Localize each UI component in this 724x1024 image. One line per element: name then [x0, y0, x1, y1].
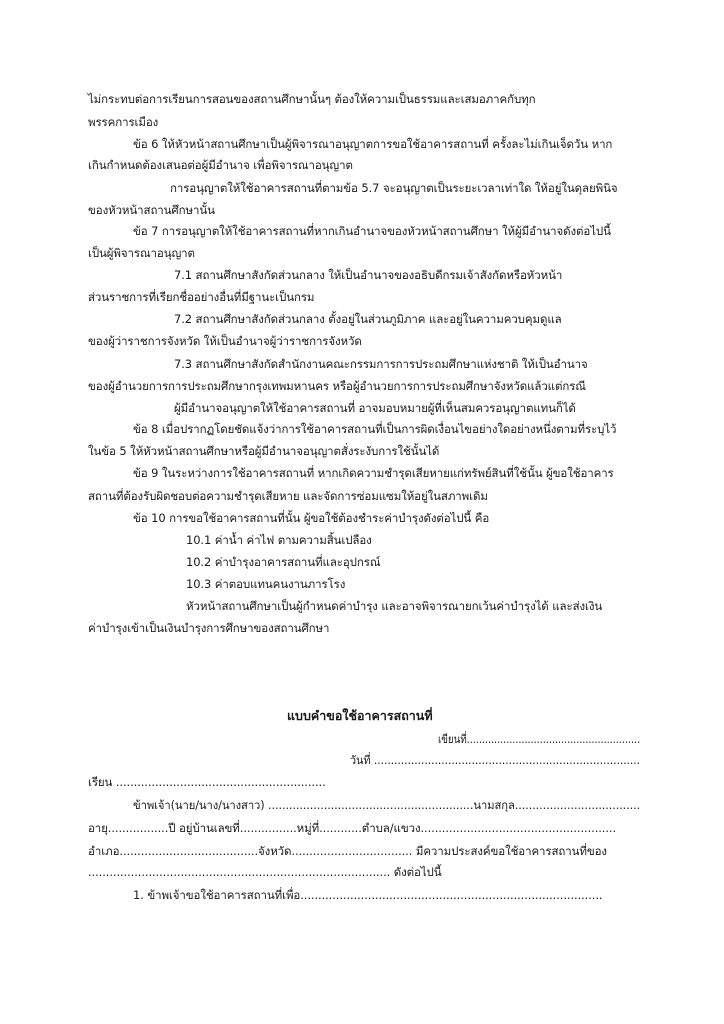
text-line: ส่วนราชการที่เรียกชื่ออย่างอื่นที่มีฐานะเป็นกรม: [88, 290, 315, 304]
text-line: ผู้มีอำนาจอนุญาตให้ใช้อาคารสถานที่ อาจมอบหมายผู้ที่เห็นสมควรอนุญาตแทนก็ได้: [174, 401, 576, 415]
text-line: ในข้อ 5 ให้หัวหน้าสถานศึกษาหรือผู้มีอำนาจอนุญาตสั่งระงับการใช้นั้นได้: [88, 444, 440, 458]
applicant-name-field: ข้าพเจ้า(นาย/นาง/นางสาว) ...........................................................นามสกุล....................................: [133, 798, 641, 812]
text-line: ของผู้อำนวยการการประถมศึกษากรุงเทพมหานคร หรือผู้อำนวยการการประถมศึกษาจังหวัดแล้วแต่กรณี: [88, 379, 586, 393]
clause-7-1: 7.1 สถานศึกษาสังกัดส่วนกลาง ให้เป็นอำนาจของอธิบดีกรมเจ้าสังกัดหรือหัวหน้า: [174, 268, 563, 282]
clause-7: ข้อ 7 การอนุญาตให้ใช้อาคารสถานที่หากเกินอำนาจของหัวหน้าสถานศึกษา ให้ผู้มีอำนาจดังต่อไปนี้: [133, 224, 611, 238]
clause-8: ข้อ 8 เมื่อปรากฏโดยชัดแจ้งว่าการใช้อาคารสถานที่เป็นการผิดเงื่อนไขอย่างใดอย่างหนึ่งตามที่ระบุไว้: [133, 422, 617, 436]
clause-7-2: 7.2 สถานศึกษาสังกัดส่วนกลาง ตั้งอยู่ในส่วนภูมิภาค และอยู่ในความควบคุมดูแล: [174, 312, 562, 326]
text-line: ไม่กระทบต่อการเรียนการสอนของสถานศึกษานั้นๆ ต้องให้ความเป็นธรรมและเสมอภาคกับทุก: [88, 92, 536, 106]
text-line: เป็นผู้พิจารณาอนุญาต: [88, 246, 195, 260]
clause-10-3: 10.3 ค่าตอบแทนคนงานภารโรง: [186, 577, 346, 591]
facility-owner-field: ..................................................................................... ดังต่อไปนี้: [88, 865, 442, 879]
text-line: ของผู้ว่าราชการจังหวัด ให้เป็นอำนาจผู้ว่าราชการจังหวัด: [88, 334, 362, 348]
form-title: แบบคำขอใช้อาคารสถานที่: [287, 708, 433, 723]
purpose-field: 1. ข้าพเจ้าขอใช้อาคารสถานที่เพื่อ.....................................................................................: [133, 888, 603, 902]
text-line: หัวหน้าสถานศึกษาเป็นผู้กำหนดค่าบำรุง และอาจพิจารณายกเว้นค่าบำรุงได้ และส่งเงิน: [186, 599, 603, 613]
clause-10: ข้อ 10 การขอใช้อาคารสถานที่นั้น ผู้ขอใช้ต้องชำระค่าบำรุงดังต่อไปนี้ คือ: [133, 511, 490, 525]
clause-10-1: 10.1 ค่าน้ำ ค่าไฟ ตามความสิ้นเปลือง: [186, 533, 372, 547]
clause-9: ข้อ 9 ในระหว่างการใช้อาคารสถานที่ หากเกิดความชำรุดเสียหายแก่ทรัพย์สินที่ใช้นั้น ผู้ขอใช้อาคาร: [133, 466, 614, 480]
written-at-field: เขียนที่.........................................................: [438, 732, 641, 746]
text-line: เกินกำหนดต้องเสนอต่อผู้มีอำนาจ เพื่อพิจารณาอนุญาต: [88, 158, 353, 172]
clause-10-2: 10.2 ค่าบำรุงอาคารสถานที่และอุปกรณ์: [186, 555, 381, 569]
date-field: วันที่ ...............................................................................: [350, 753, 641, 767]
district-province-field: อำเภอ.......................................จังหวัด.................................. มีความประสงค์ขอใช้อาคารสถานที่ของ: [88, 844, 607, 858]
text-line: การอนุญาตให้ใช้อาคารสถานที่ตามข้อ 5.7 จะอนุญาตเป็นระยะเวลาเท่าใด ให้อยู่ในดุลยพินิจ: [170, 181, 618, 195]
text-line: พรรคการเมือง: [88, 115, 159, 129]
address-field: อายุ.................ปี อยู่บ้านเลขที่................หมู่ที่............ตำบล/แขวง.......................................................: [88, 821, 617, 835]
text-line: ของหัวหน้าสถานศึกษานั้น: [88, 203, 215, 217]
clause-7-3: 7.3 สถานศึกษาสังกัดสำนักงานคณะกรรมการการประถมศึกษาแห่งชาติ ให้เป็นอำนาจ: [174, 357, 588, 371]
addressee-field: เรียน ...........................................................: [88, 775, 326, 789]
clause-6: ข้อ 6 ให้หัวหน้าสถานศึกษาเป็นผู้พิจารณาอนุญาตการขอใช้อาคารสถานที่ ครั้งละไม่เกินเจ็ดวัน หาก: [133, 137, 613, 151]
text-line: สถานที่ต้องรับผิดชอบต่อความชำรุดเสียหาย และจัดการซ่อมแซมให้อยู่ในสภาพเดิม: [88, 489, 488, 503]
text-line: ค่าบำรุงเข้าเป็นเงินบำรุงการศึกษาของสถานศึกษา: [88, 621, 330, 635]
